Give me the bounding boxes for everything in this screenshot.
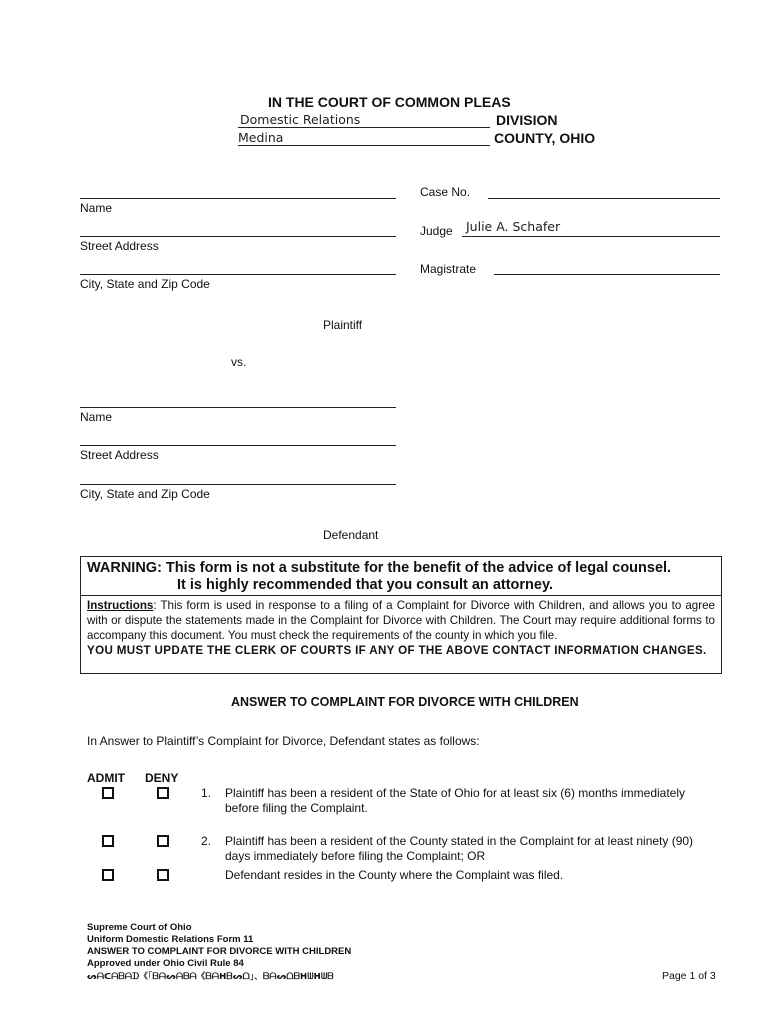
judge-underline <box>462 236 720 237</box>
footer-line-1: Supreme Court of Ohio <box>87 922 192 933</box>
county-field[interactable]: Medina <box>238 130 284 145</box>
case-no-label: Case No. <box>420 185 471 199</box>
defendant-street-field[interactable] <box>80 445 396 446</box>
plaintiff-street-label: Street Address <box>80 239 159 253</box>
item-2-text: Plaintiff has been a resident of the County stated in the Complaint for at least ninety (90) days immediately before filing the Complaint; OR <box>225 834 694 863</box>
footer-line-5: ᔕᗩᑕᗩᗷᗩᗪ《「ᗷᗩᔕᗩᗷᗩ《ᗷᗩᕼᗷᔕᗝ」、ᗷᗩᔕᗝᗷᕼᗯᕼᗯᗷ <box>87 971 334 981</box>
deny-column-header: DENY <box>145 771 179 785</box>
warning-box <box>80 556 722 674</box>
instructions-body: : This form is used in response to a filing of a Complaint for Divorce with Children, and allows you to agree with or dispute the statements made in the Complaint for Divorce with Children. The Court may require additional forms to accompany this document. You must check the requirements of the county in which you file. <box>87 599 715 642</box>
defendant-name-label: Name <box>80 410 113 424</box>
form-title: ANSWER TO COMPLAINT FOR DIVORCE WITH CHILDREN <box>231 695 579 709</box>
instructions-text <box>87 598 715 658</box>
item-2-admit-checkbox[interactable] <box>102 835 114 847</box>
item-1-deny-checkbox[interactable] <box>157 787 169 799</box>
item-1-text: Plaintiff has been a resident of the State of Ohio for at least six (6) months immediately before filing the Complaint. <box>225 786 686 815</box>
judge-label: Judge <box>420 224 453 238</box>
item-1-number: 1. <box>201 786 212 800</box>
warning-line-1: WARNING: This form is not a substitute for the benefit of the advice of legal counsel. <box>87 560 672 576</box>
county-label: COUNTY, OHIO <box>494 130 596 146</box>
item-3-deny-checkbox[interactable] <box>157 869 169 881</box>
plaintiff-city-field[interactable] <box>80 274 396 275</box>
plaintiff-name-label: Name <box>80 201 113 215</box>
magistrate-field[interactable] <box>494 274 720 275</box>
item-2-deny-checkbox[interactable] <box>157 835 169 847</box>
footer-line-2: Uniform Domestic Relations Form 11 <box>87 934 254 945</box>
defendant-street-label: Street Address <box>80 448 159 462</box>
admit-column-header: ADMIT <box>87 771 125 785</box>
defendant-city-field[interactable] <box>80 484 396 485</box>
update-notice: YOU MUST UPDATE THE CLERK OF COURTS IF ANY OF THE ABOVE CONTACT INFORMATION CHANGES. <box>87 644 707 657</box>
vs-label: vs. <box>231 355 247 369</box>
defendant-role-label: Defendant <box>323 528 379 542</box>
page-number: Page 1 of 3 <box>662 970 716 982</box>
case-no-field[interactable] <box>488 198 720 199</box>
footer-block <box>87 922 351 982</box>
intro-text: In Answer to Plaintiff’s Complaint for Divorce, Defendant states as follows: <box>87 734 480 748</box>
division-underline <box>238 127 490 128</box>
item-3-admit-checkbox[interactable] <box>102 869 114 881</box>
court-title: IN THE COURT OF COMMON PLEAS <box>268 94 511 110</box>
defendant-name-field[interactable] <box>80 407 396 408</box>
plaintiff-name-field[interactable] <box>80 198 396 199</box>
item-1-admit-checkbox[interactable] <box>102 787 114 799</box>
defendant-city-label: City, State and Zip Code <box>80 487 210 501</box>
footer-line-4: Approved under Ohio Civil Rule 84 <box>87 958 244 969</box>
plaintiff-city-label: City, State and Zip Code <box>80 277 210 291</box>
footer-line-3: ANSWER TO COMPLAINT FOR DIVORCE WITH CHILDREN <box>87 946 352 957</box>
item-2-number: 2. <box>201 834 212 848</box>
warning-line-2: It is highly recommended that you consult an attorney. <box>177 577 553 593</box>
plaintiff-role-label: Plaintiff <box>323 318 363 332</box>
judge-field[interactable]: Julie A. Schafer <box>466 219 561 234</box>
county-underline <box>238 145 490 146</box>
warning-header <box>81 557 721 596</box>
plaintiff-street-field[interactable] <box>80 236 396 237</box>
division-field[interactable]: Domestic Relations <box>240 112 361 127</box>
item-3-text: Defendant resides in the County where the Complaint was filed. <box>225 868 564 882</box>
division-label: DIVISION <box>496 112 558 128</box>
magistrate-label: Magistrate <box>420 262 477 276</box>
instructions-label: Instructions <box>87 599 154 612</box>
